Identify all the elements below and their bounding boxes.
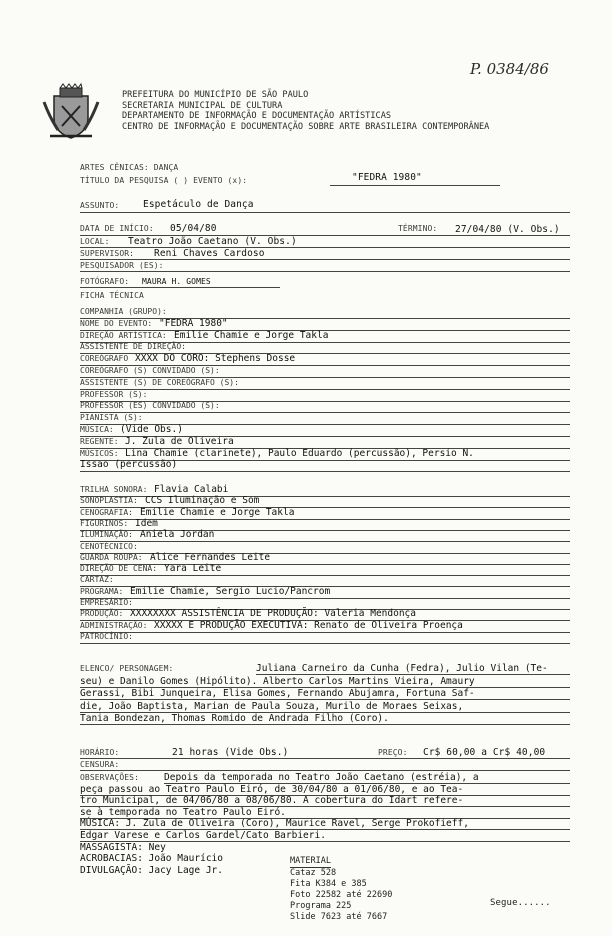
- local-label: LOCAL:: [80, 237, 110, 246]
- ficha-tecnica-heading: FICHA TÉCNICA: [80, 291, 144, 300]
- ficha-value: (Vide Obs.): [120, 424, 183, 435]
- producao-row: [80, 631, 570, 644]
- elenco-line: Tania Bondezan, Thomas Romido de Andrada Filho (Coro).: [80, 713, 570, 725]
- ficha-label: MÚSICOS:: [80, 448, 119, 458]
- titulo-label: TÍTULO DA PESQUISA ( ) EVENTO (x):: [80, 176, 248, 185]
- producao-label: DIREÇÃO DE CENA:: [80, 564, 158, 574]
- observacao-line: MÚSICA: J. Zula de Oliveira (Coro), Maurice Ravel, Serge Prokofieff,: [80, 818, 570, 830]
- ficha-label: PROFESSOR (ES) CONVIDADO (S):: [80, 401, 220, 411]
- producao-value: Alice Fernandes Leite: [150, 551, 271, 563]
- producao-label: GUARDA ROUPA:: [80, 552, 143, 562]
- horario-label: HORÁRIO:: [80, 748, 120, 757]
- artes-label: ARTES CÊNICAS: DANÇA: [80, 163, 179, 172]
- header-line: PREFEITURA DO MUNICÍPIO DE SÃO PAULO: [122, 90, 309, 100]
- producao-value: CCS Iluminação e Som: [145, 495, 260, 507]
- producao-value: Emilie Chamie, Sergio Lucio/Pancrom: [130, 585, 331, 597]
- data-inicio-value: 05/04/80: [170, 223, 217, 234]
- elenco-line: Juliana Carneiro da Cunha (Fedra), Julio Vilan (Te-: [256, 663, 570, 675]
- titulo-value: "FEDRA 1980": [352, 172, 422, 183]
- ficha-value: "FEDRA 1980": [159, 317, 228, 329]
- material-title: MATERIAL: [290, 856, 331, 866]
- producao-value: Emilie Chamie e Jorge Takla: [140, 506, 295, 518]
- ficha-label: ASSISTENTE DE DIREÇÃO:: [80, 342, 186, 352]
- observacao-line: se à temporada no Teatro Paulo Eiró.: [80, 807, 570, 819]
- fotografo-label: FOTÓGRAFO:: [80, 277, 130, 286]
- ficha-label: DIREÇÃO ARTÍSTICA:: [80, 330, 167, 340]
- fotografo-value: MAURA H. GOMES: [142, 277, 211, 286]
- producao-label: EMPRESÁRIO:: [80, 598, 133, 607]
- producao-label: PRODUÇÃO:: [80, 609, 124, 619]
- producao-label: ADMINISTRAÇÃO:: [80, 620, 148, 630]
- termino-label: TÉRMINO:: [398, 224, 438, 233]
- horario-value: 21 horas (Vide Obs.): [172, 747, 289, 758]
- preco-value: Cr$ 60,00 a Cr$ 40,00: [423, 747, 546, 758]
- assunto-value: Espetáculo de Dança: [143, 199, 254, 210]
- producao-value: XXXXX E PRODUÇÃO EXECUTIVA: Renato de Oliveira Proença: [154, 619, 463, 631]
- ficha-label: REGENTE:: [80, 436, 119, 446]
- producao-label: ILUMINAÇÃO:: [80, 530, 133, 540]
- observacao-line: peça passou ao Teatro Paulo Eiró, de 30/04/80 a 01/06/80, e ao Tea-: [80, 784, 570, 796]
- producao-label: TRILHA SONORA:: [80, 485, 148, 494]
- material-item: Foto 22582 até 22690: [290, 890, 393, 900]
- elenco-line: Gerassi, Bibi Junqueira, Elisa Gomes, Fernando Abujamra, Fortuna Saf-: [80, 688, 570, 700]
- handwritten-reference: P. 0384/86: [470, 60, 549, 78]
- observacao-line: MASSAGISTA: Ney: [80, 841, 166, 853]
- elenco-line: seu) e Danilo Gomes (Hipólito). Alberto Carlos Martins Vieira, Amaury: [80, 676, 570, 688]
- producao-label: CARTAZ:: [80, 575, 114, 585]
- producao-value: Aniela Jordan: [140, 529, 215, 541]
- observacoes-label: OBSERVAÇÕES:: [80, 773, 139, 782]
- observacao-line: ACROBACIAS: João Maurício: [80, 853, 223, 865]
- producao-label: CENOGRAFIA:: [80, 507, 133, 517]
- elenco-label: ELENCO/ PERSONAGEM:: [80, 664, 174, 673]
- material-item: Programa 225: [290, 901, 352, 911]
- ficha-label: ASSISTENTE (S) DE COREÓGRAFO (S):: [80, 377, 239, 387]
- producao-label: PROGRAMA:: [80, 586, 124, 596]
- producao-label: FIGURINOS:: [80, 518, 129, 528]
- assunto-label: ASSUNTO:: [80, 201, 120, 210]
- header-line: SECRETARIA MUNICIPAL DE CULTURA: [122, 100, 283, 111]
- preco-label: PREÇO:: [378, 748, 408, 757]
- observacao-line: DIVULGAÇÃO: Jacy Lage Jr.: [80, 864, 223, 876]
- elenco-line: die, João Baptista, Marian de Paula Souza, Murilo de Moraes Seixas,: [80, 701, 570, 713]
- material-list: [290, 856, 392, 923]
- producao-label: CENOTÉCNICO:: [80, 541, 138, 551]
- ficha-label: COMPANHIA (GRUPO):: [80, 307, 167, 316]
- producao-value: Yara Leite: [164, 563, 222, 575]
- header-line: CENTRO DE INFORMAÇÃO E DOCUMENTAÇÃO SOBRE ARTE BRASILEIRA CONTEMPORÂNEA: [122, 121, 490, 132]
- institution-header: [122, 90, 489, 132]
- producao-value: Flavia Calabi: [154, 484, 229, 495]
- censura-label: CENSURA:: [80, 760, 120, 769]
- ficha-label: PROFESSOR (S):: [80, 389, 148, 399]
- termino-value: 27/04/80 (V. Obs.): [455, 224, 560, 235]
- ficha-label: PIANISTA (S):: [80, 413, 143, 423]
- observacao-line: tro Municipal, de 04/06/80 a 08/06/80. A cobertura do Idart refere-: [80, 795, 570, 807]
- producao-value: Idem: [135, 517, 158, 529]
- coat-of-arms: [40, 82, 102, 144]
- ficha-label: COREÓGRAFO (S) CONVIDADO (S):: [80, 366, 220, 375]
- material-item: Slide 7623 até 7667: [290, 912, 388, 922]
- material-item: Fita K384 e 385: [290, 879, 367, 889]
- producao-value: XXXXXXXX ASSISTÊNCIA DE PRODUÇÃO: Valeria Mendonça: [130, 608, 416, 620]
- ficha-label: MÚSICA:: [80, 425, 114, 434]
- producao-label: SONOPLASTIA:: [80, 496, 138, 506]
- supervisor-label: SUPERVISOR:: [80, 249, 135, 258]
- material-item: Cataz 528: [290, 868, 337, 878]
- ficha-value: Issao (percussão): [80, 459, 178, 471]
- ficha-value: Lina Chamie (clarinete), Paulo Eduardo (percussão), Persio N.: [125, 447, 474, 459]
- supervisor-value: Reni Chaves Cardoso: [154, 248, 265, 259]
- ficha-value: J. Zula de Oliveira: [125, 435, 234, 447]
- pesquisador-label: PESQUISADOR (ES):: [80, 261, 164, 270]
- ficha-value: Emilie Chamie e Jorge Takla: [174, 329, 329, 341]
- segue-note: Segue......: [490, 898, 551, 908]
- ficha-value: XXXX DO CORO: Stephens Dosse: [135, 353, 296, 365]
- observacao-line: Edgar Varese e Carlos Gardel/Cato Barbieri.: [80, 830, 570, 842]
- data-inicio-label: DATA DE INÍCIO:: [80, 224, 154, 233]
- local-value: Teatro João Caetano (V. Obs.): [128, 236, 297, 247]
- header-line: DEPARTAMENTO DE INFORMAÇÃO E DOCUMENTAÇÃO ARTÍSTICAS: [122, 111, 392, 122]
- producao-label: PATROCÍNIO:: [80, 631, 133, 641]
- ficha-label: NOME DO EVENTO:: [80, 318, 153, 328]
- ficha-row: [80, 459, 570, 472]
- observacao-line: Depois da temporada no Teatro João Caetano (estréia), a: [164, 772, 570, 784]
- ficha-label: COREÓGRAFO: [80, 354, 129, 364]
